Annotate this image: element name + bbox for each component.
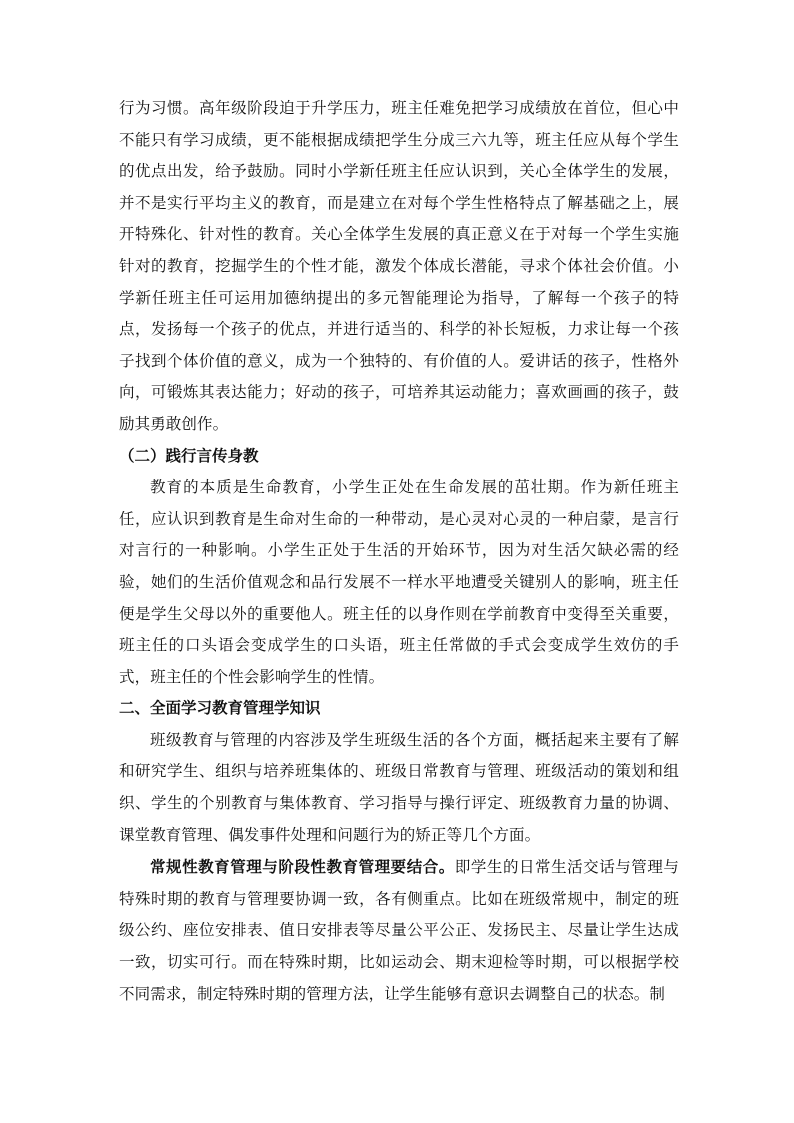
section-heading-management: 二、全面学习教育管理学知识 xyxy=(119,699,321,718)
paragraph-class-management: 班级教育与管理的内容涉及学生班级生活的各个方面，概括起来主要有了解和研究学生、组织与培养班集体的、班级日常教育与管理、班级活动的策划和组织、学生的个别教育与集体教育、学习指导与操行评定、班级教育力量的协调、课堂教育管理、偶发事件处理和问题行为的矫正等几个方面。 xyxy=(119,730,679,844)
document-body xyxy=(119,93,679,1010)
section-heading-practice: （二）践行言传身教 xyxy=(119,446,259,465)
paragraph-life-education: 教育的本质是生命教育，小学生正处在生命发展的茁壮期。作为新任班主任，应认识到教育是生命对生命的一种带动，是心灵对心灵的一种启蒙，是言行对言行的一种影响。小学生正处于生活的开始环节，因为对生活欠缺必需的经验，她们的生活价值观念和品行发展不一样水平地遭受关键别人的影响，班主任便是学生父母以外的重要他人。班主任的以身作则在学前教育中变得至关重要，班主任的口头语会变成学生的口头语，班主任常做的手式会变成学生效仿的手式，班主任的个性会影响学生的性情。 xyxy=(119,478,679,686)
paragraph-lead-bold: 常规性教育管理与阶段性教育管理要结合。 xyxy=(150,857,455,877)
paragraph-routine-text: 即学生的日常生活交话与管理与特殊时期的教育与管理要协调一致，各有侧重点。比如在班级常规中，制定的班级公约、座位安排表、值日安排表等尽量公平公正、发扬民主、尽量让学生达成一致，切实可行。而在特殊时期，比如运动会、期末迎检等时期，可以根据学校不同需求，制定特殊时期的管理方法，让学生能够有意识去调整自己的状态。制 xyxy=(119,858,679,1003)
paragraph-habits: 行为习惯。高年级阶段迫于升学压力，班主任难免把学习成绩放在首位，但心中不能只有学习成绩，更不能根据成绩把学生分成三六九等，班主任应从每个学生的优点出发，给予鼓励。同时小学新任班主任应认识到，关心全体学生的发展，并不是实行平均主义的教育，而是建立在对每个学生性格特点了解基础之上，展开特殊化、针对性的教育。关心全体学生发展的真正意义在于对每一个学生实施针对的教育，挖掘学生的个性才能，激发个体成长潜能，寻求个体社会价值。小学新任班主任可运用加德纳提出的多元智能理论为指导，了解每一个孩子的特点，发扬每一个孩子的优点，并进行适当的、科学的补长短板，力求让每一个孩子找到个体价值的意义，成为一个独特的、有价值的人。爱讲话的孩子，性格外向，可锻炼其表达能力；好动的孩子，可培养其运动能力；喜欢画画的孩子，鼓励其勇敢创作。 xyxy=(119,99,679,433)
paragraph-routine-management xyxy=(119,851,679,1010)
